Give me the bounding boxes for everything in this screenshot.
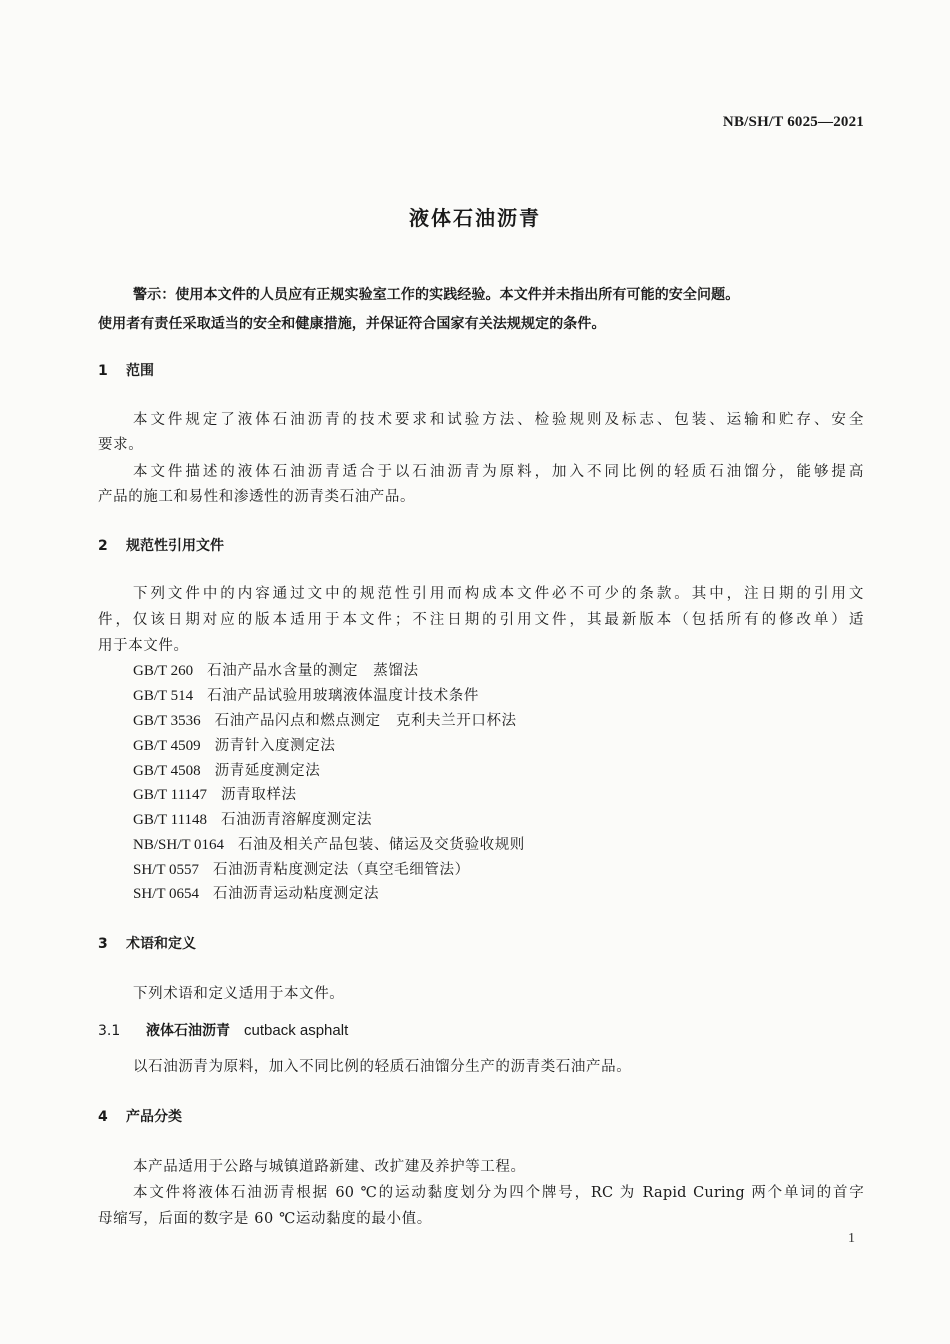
- warning-line-1: 警示：使用本文件的人员应有正规实验室工作的实践经验。本文件并未指出所有可能的安全问题。: [133, 287, 740, 303]
- reference-item: [133, 659, 419, 680]
- reference-title: 沥青针入度测定法: [214, 738, 336, 754]
- reference-item: [133, 709, 517, 730]
- section-2-heading: [98, 535, 224, 555]
- reference-item: [133, 734, 335, 755]
- section-number: 4: [98, 1109, 108, 1125]
- section-number: 2: [98, 538, 108, 554]
- paragraph-line: 用于本文件。: [98, 638, 189, 654]
- reference-code: NB/SH/T 0164: [133, 837, 224, 853]
- term-heading: [98, 1020, 348, 1040]
- page-number: 1: [848, 1231, 855, 1246]
- term-english: cutback asphalt: [244, 1022, 349, 1039]
- reference-title: 石油沥青粘度测定法（真空毛细管法）: [212, 862, 470, 878]
- reference-item: [133, 882, 379, 903]
- paragraph-line: 本文件规定了液体石油沥青的技术要求和试验方法、检验规则及标志、包装、运输和贮存、安全: [133, 412, 864, 428]
- paragraph-line: 本产品适用于公路与城镇道路新建、改扩建及养护等工程。: [133, 1159, 526, 1175]
- reference-title: 沥青取样法: [221, 787, 297, 803]
- reference-code: GB/T 11148: [133, 812, 208, 828]
- section-4-heading: [98, 1106, 182, 1126]
- reference-code: GB/T 514: [133, 688, 194, 704]
- section-3-heading: [98, 933, 196, 953]
- reference-code: SH/T 0557: [133, 862, 199, 878]
- reference-item: [133, 684, 479, 705]
- term-definition: 以石油沥青为原料，加入不同比例的轻质石油馏分生产的沥青类石油产品。: [133, 1059, 632, 1075]
- section-title: 规范性引用文件: [126, 538, 224, 554]
- section-title: 范围: [126, 363, 154, 379]
- reference-item: [133, 783, 297, 804]
- paragraph-line: 件，仅该日期对应的版本适用于本文件；不注日期的引用文件，其最新版本（包括所有的修改单）适: [98, 612, 864, 628]
- paragraph-line: 母缩写，后面的数字是 60 ℃运动黏度的最小值。: [98, 1211, 432, 1227]
- paragraph-line: 产品的施工和易性和渗透性的沥青类石油产品。: [98, 489, 416, 505]
- reference-item: [133, 808, 372, 829]
- reference-item: [133, 833, 525, 854]
- paragraph-line: 要求。: [98, 437, 144, 453]
- term-number: 3.1: [98, 1023, 121, 1039]
- reference-title: 石油产品闪点和燃点测定 克利夫兰开口杯法: [214, 713, 517, 729]
- reference-title: 石油及相关产品包装、储运及交货验收规则: [238, 837, 525, 853]
- term-chinese: 液体石油沥青: [146, 1023, 230, 1039]
- section-title: 术语和定义: [126, 936, 196, 952]
- reference-title: 石油沥青运动粘度测定法: [212, 886, 380, 902]
- section-title: 产品分类: [126, 1109, 182, 1125]
- section-number: 3: [98, 936, 108, 952]
- reference-code: GB/T 11147: [133, 787, 208, 803]
- section-number: 1: [98, 363, 108, 379]
- reference-code: GB/T 260: [133, 663, 194, 679]
- section-1-heading: [98, 360, 154, 380]
- reference-item: [133, 759, 320, 780]
- reference-title: 石油沥青溶解度测定法: [221, 812, 373, 828]
- warning-line-2: 使用者有责任采取适当的安全和健康措施，并保证符合国家有关法规规定的条件。: [98, 316, 606, 332]
- standard-number: NB/SH/T 6025—2021: [722, 114, 864, 130]
- reference-code: GB/T 3536: [133, 713, 201, 729]
- paragraph-line: 下列术语和定义适用于本文件。: [133, 986, 345, 1002]
- reference-title: 石油产品试验用玻璃液体温度计技术条件: [207, 688, 479, 704]
- paragraph-line: 本文件描述的液体石油沥青适合于以石油沥青为原料，加入不同比例的轻质石油馏分，能够提高: [133, 464, 864, 480]
- reference-code: GB/T 4508: [133, 763, 201, 779]
- reference-title: 沥青延度测定法: [214, 763, 321, 779]
- reference-code: GB/T 4509: [133, 738, 201, 754]
- paragraph-line: 本文件将液体石油沥青根据 60 ℃的运动黏度划分为四个牌号，RC 为 Rapid Curing 两个单词的首字: [133, 1185, 864, 1201]
- reference-item: [133, 858, 470, 879]
- document-title: 液体石油沥青: [409, 206, 541, 230]
- paragraph-line: 下列文件中的内容通过文中的规范性引用而构成本文件必不可少的条款。其中，注日期的引用文: [133, 586, 864, 602]
- reference-code: SH/T 0654: [133, 886, 199, 902]
- reference-title: 石油产品水含量的测定 蒸馏法: [207, 663, 419, 679]
